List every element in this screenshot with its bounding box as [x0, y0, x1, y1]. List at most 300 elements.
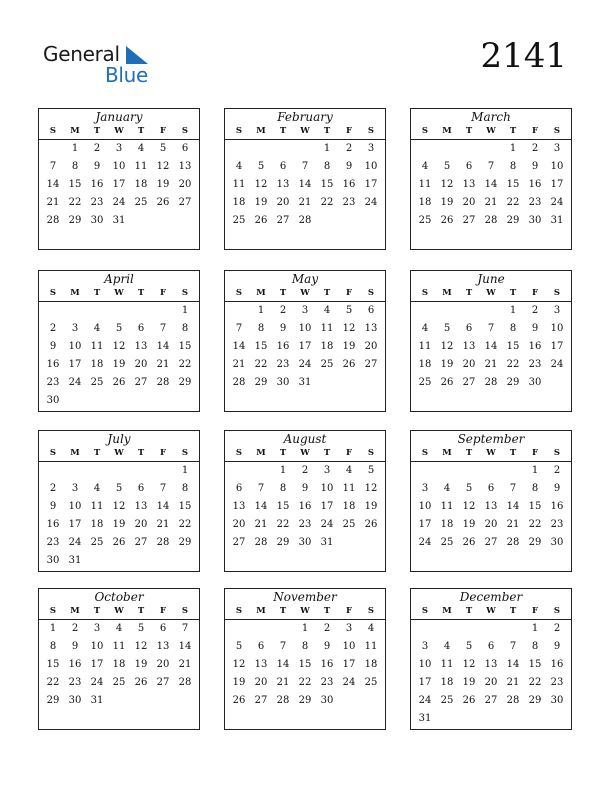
empty-day-cell [42, 140, 64, 158]
weekday-header: T [509, 606, 517, 616]
day-cell: 26 [134, 677, 148, 688]
month-title: February [277, 110, 333, 124]
day-cell: 9 [301, 483, 309, 494]
day-cell: 23 [276, 359, 290, 370]
day-cell: 14 [178, 641, 192, 652]
day-cell: 17 [418, 677, 432, 688]
day-cell: 5 [115, 323, 123, 334]
day-cell: 2 [345, 143, 353, 154]
empty-day-cell [480, 620, 502, 638]
day-cell: 19 [232, 677, 246, 688]
weekday-header: M [256, 126, 266, 136]
day-cell: 6 [487, 641, 495, 652]
day-cell: 2 [93, 143, 101, 154]
day-cell: 18 [232, 197, 246, 208]
day-cell: 6 [137, 483, 145, 494]
day-cell: 16 [276, 341, 290, 352]
day-cell: 19 [440, 197, 454, 208]
month-march [410, 108, 572, 250]
empty-day-cell [294, 140, 316, 158]
day-cell: 11 [440, 501, 454, 512]
weekday-header: S [421, 288, 429, 298]
day-cell: 26 [156, 197, 170, 208]
day-cell: 1 [301, 623, 309, 634]
day-cell: 11 [418, 341, 432, 352]
day-cell: 25 [364, 677, 378, 688]
day-cell: 24 [112, 197, 126, 208]
day-cell: 10 [68, 501, 82, 512]
day-cell: 18 [440, 519, 454, 530]
day-cell: 31 [90, 695, 104, 706]
empty-day-cell [228, 140, 250, 158]
empty-day-cell [42, 302, 64, 320]
day-cell: 10 [550, 161, 564, 172]
weekday-header-row [39, 605, 199, 620]
day-cell: 12 [462, 659, 476, 670]
empty-day-cell [108, 462, 130, 480]
day-cell: 25 [418, 215, 432, 226]
day-cell: 30 [528, 215, 542, 226]
weekday-header: S [181, 288, 189, 298]
day-cell: 16 [46, 519, 60, 530]
day-cell: 9 [323, 641, 331, 652]
year-title: 2141 [480, 36, 567, 76]
weekday-header: F [159, 606, 167, 616]
day-cell: 29 [506, 377, 520, 388]
weekday-header: T [279, 288, 287, 298]
weekday-header: W [114, 606, 124, 616]
empty-day-cell [250, 620, 272, 638]
day-cell: 21 [506, 519, 520, 530]
day-cell: 9 [49, 341, 57, 352]
day-cell: 20 [178, 179, 192, 190]
day-cell: 7 [487, 323, 495, 334]
month-title: September [457, 432, 525, 446]
day-cell: 12 [112, 501, 126, 512]
day-cell: 5 [257, 161, 265, 172]
weekday-header: S [181, 126, 189, 136]
day-cell: 3 [421, 641, 429, 652]
day-cell: 5 [159, 143, 167, 154]
day-cell: 6 [257, 641, 265, 652]
day-cell: 19 [134, 659, 148, 670]
day-cell: 12 [156, 161, 170, 172]
day-cell: 7 [487, 161, 495, 172]
day-cell: 1 [279, 465, 287, 476]
day-cell: 20 [134, 359, 148, 370]
empty-day-cell [152, 302, 174, 320]
empty-day-cell [480, 462, 502, 480]
day-cell: 7 [159, 483, 167, 494]
weekday-header: T [509, 448, 517, 458]
empty-day-cell [436, 140, 458, 158]
day-cell: 27 [134, 537, 148, 548]
weekday-header: F [159, 288, 167, 298]
weekday-header: F [531, 606, 539, 616]
day-cell: 8 [301, 641, 309, 652]
day-cell: 18 [418, 359, 432, 370]
day-cell: 20 [484, 519, 498, 530]
day-cell: 6 [367, 305, 375, 316]
day-cell: 4 [443, 483, 451, 494]
day-cell: 2 [49, 483, 57, 494]
day-cell: 8 [279, 483, 287, 494]
weekday-header: W [300, 288, 310, 298]
weekday-header: T [323, 448, 331, 458]
day-cell: 6 [465, 323, 473, 334]
day-cell: 31 [320, 537, 334, 548]
day-cell: 4 [367, 623, 375, 634]
day-cell: 5 [465, 483, 473, 494]
day-cell: 16 [90, 179, 104, 190]
day-cell: 8 [49, 641, 57, 652]
day-cell: 12 [364, 483, 378, 494]
day-cell: 28 [506, 695, 520, 706]
empty-day-cell [272, 140, 294, 158]
day-cell: 6 [279, 161, 287, 172]
day-cell: 5 [235, 641, 243, 652]
day-cell: 22 [320, 197, 334, 208]
day-cell: 25 [440, 537, 454, 548]
day-cell: 13 [232, 501, 246, 512]
empty-day-cell [228, 462, 250, 480]
day-cell: 9 [531, 161, 539, 172]
day-cell: 2 [301, 465, 309, 476]
weekday-header: S [235, 448, 243, 458]
day-cell: 19 [462, 519, 476, 530]
day-cell: 9 [279, 323, 287, 334]
day-cell: 26 [462, 537, 476, 548]
day-cell: 10 [418, 501, 432, 512]
weekday-header-row [39, 447, 199, 462]
day-cell: 9 [345, 161, 353, 172]
month-title: January [95, 110, 143, 124]
weekday-header: W [486, 126, 496, 136]
day-cell: 9 [49, 501, 57, 512]
day-cell: 20 [364, 341, 378, 352]
weekday-header: M [442, 448, 452, 458]
day-cell: 31 [112, 215, 126, 226]
day-cell: 16 [46, 359, 60, 370]
day-cell: 13 [462, 179, 476, 190]
empty-day-cell [480, 140, 502, 158]
day-cell: 12 [440, 341, 454, 352]
weekday-header: M [70, 448, 80, 458]
day-cell: 1 [181, 305, 189, 316]
month-title: June [477, 272, 505, 286]
day-cell: 23 [342, 197, 356, 208]
day-cell: 25 [440, 695, 454, 706]
day-cell: 21 [484, 197, 498, 208]
day-cell: 22 [68, 197, 82, 208]
day-cell: 31 [550, 215, 564, 226]
day-grid [411, 302, 571, 392]
month-title: July [107, 432, 131, 446]
day-grid [411, 462, 571, 552]
day-cell: 12 [254, 179, 268, 190]
day-cell: 12 [112, 341, 126, 352]
day-cell: 20 [156, 659, 170, 670]
day-cell: 15 [506, 341, 520, 352]
day-cell: 14 [156, 501, 170, 512]
day-cell: 23 [550, 677, 564, 688]
day-cell: 14 [46, 179, 60, 190]
weekday-header: S [235, 126, 243, 136]
day-cell: 18 [134, 179, 148, 190]
day-cell: 23 [90, 197, 104, 208]
day-cell: 25 [90, 377, 104, 388]
day-cell: 17 [418, 519, 432, 530]
day-cell: 30 [298, 537, 312, 548]
day-cell: 30 [90, 215, 104, 226]
day-grid [225, 140, 385, 230]
day-cell: 14 [298, 179, 312, 190]
day-cell: 30 [46, 555, 60, 566]
day-cell: 26 [112, 537, 126, 548]
day-cell: 17 [112, 179, 126, 190]
day-cell: 3 [115, 143, 123, 154]
day-cell: 29 [528, 537, 542, 548]
weekday-header: T [465, 288, 473, 298]
day-cell: 28 [232, 377, 246, 388]
day-grid [411, 140, 571, 230]
empty-day-cell [458, 140, 480, 158]
empty-day-cell [414, 302, 436, 320]
day-cell: 8 [71, 161, 79, 172]
weekday-header: W [300, 606, 310, 616]
month-title: May [291, 272, 319, 286]
day-cell: 11 [134, 161, 148, 172]
weekday-header: S [421, 606, 429, 616]
day-cell: 1 [323, 143, 331, 154]
day-cell: 16 [550, 659, 564, 670]
weekday-header: T [93, 448, 101, 458]
day-cell: 27 [276, 215, 290, 226]
day-cell: 2 [553, 465, 561, 476]
day-cell: 18 [342, 501, 356, 512]
day-grid [39, 620, 199, 710]
day-cell: 28 [156, 537, 170, 548]
day-cell: 20 [232, 519, 246, 530]
day-cell: 27 [178, 197, 192, 208]
day-cell: 12 [342, 323, 356, 334]
weekday-header: S [553, 448, 561, 458]
weekday-header: S [49, 288, 57, 298]
empty-day-cell [152, 462, 174, 480]
day-cell: 18 [90, 359, 104, 370]
month-may [224, 270, 386, 412]
day-cell: 23 [320, 677, 334, 688]
month-title: November [273, 590, 337, 604]
weekday-header: S [553, 606, 561, 616]
weekday-header-row [411, 605, 571, 620]
day-cell: 13 [134, 501, 148, 512]
day-cell: 31 [298, 377, 312, 388]
day-cell: 9 [71, 641, 79, 652]
day-cell: 9 [553, 483, 561, 494]
day-cell: 27 [156, 677, 170, 688]
day-cell: 15 [320, 179, 334, 190]
empty-day-cell [414, 140, 436, 158]
day-cell: 17 [320, 501, 334, 512]
weekday-header: T [465, 126, 473, 136]
day-cell: 13 [156, 641, 170, 652]
day-cell: 19 [156, 179, 170, 190]
day-cell: 12 [440, 179, 454, 190]
day-cell: 8 [181, 483, 189, 494]
day-cell: 6 [137, 323, 145, 334]
weekday-header: F [345, 288, 353, 298]
day-cell: 3 [553, 305, 561, 316]
weekday-header: S [421, 126, 429, 136]
weekday-header: W [114, 288, 124, 298]
day-cell: 7 [509, 641, 517, 652]
day-cell: 10 [68, 341, 82, 352]
weekday-header: W [486, 448, 496, 458]
day-cell: 15 [254, 341, 268, 352]
day-cell: 19 [440, 359, 454, 370]
day-cell: 14 [484, 341, 498, 352]
day-cell: 16 [68, 659, 82, 670]
day-cell: 28 [298, 215, 312, 226]
empty-day-cell [130, 462, 152, 480]
empty-day-cell [480, 302, 502, 320]
day-cell: 22 [506, 197, 520, 208]
day-cell: 6 [159, 623, 167, 634]
day-cell: 3 [301, 305, 309, 316]
day-cell: 17 [68, 519, 82, 530]
day-cell: 21 [276, 677, 290, 688]
day-cell: 1 [49, 623, 57, 634]
weekday-header: T [93, 288, 101, 298]
day-cell: 13 [462, 341, 476, 352]
weekday-header: F [531, 126, 539, 136]
day-cell: 22 [506, 359, 520, 370]
month-title: August [283, 432, 327, 446]
day-cell: 24 [68, 537, 82, 548]
day-cell: 29 [68, 215, 82, 226]
day-cell: 25 [232, 215, 246, 226]
day-cell: 14 [506, 659, 520, 670]
weekday-header-row [225, 605, 385, 620]
day-cell: 10 [418, 659, 432, 670]
day-cell: 16 [342, 179, 356, 190]
day-cell: 20 [462, 359, 476, 370]
day-cell: 11 [364, 641, 378, 652]
weekday-header: W [114, 126, 124, 136]
day-cell: 1 [71, 143, 79, 154]
weekday-header: T [509, 288, 517, 298]
weekday-header: T [323, 126, 331, 136]
day-cell: 16 [298, 501, 312, 512]
empty-day-cell [502, 620, 524, 638]
day-cell: 4 [235, 161, 243, 172]
month-april [38, 270, 200, 412]
weekday-header: M [70, 126, 80, 136]
day-grid [39, 462, 199, 570]
day-grid [225, 620, 385, 710]
day-cell: 3 [345, 623, 353, 634]
day-cell: 6 [235, 483, 243, 494]
day-cell: 29 [178, 377, 192, 388]
day-cell: 23 [46, 377, 60, 388]
weekday-header: T [137, 126, 145, 136]
day-cell: 30 [528, 377, 542, 388]
weekday-header: F [345, 126, 353, 136]
weekday-header: M [256, 448, 266, 458]
empty-day-cell [414, 462, 436, 480]
day-cell: 21 [232, 359, 246, 370]
day-cell: 13 [178, 161, 192, 172]
weekday-header: T [465, 606, 473, 616]
day-cell: 5 [367, 465, 375, 476]
day-cell: 28 [506, 537, 520, 548]
day-grid [225, 462, 385, 552]
empty-day-cell [228, 302, 250, 320]
day-cell: 19 [364, 501, 378, 512]
day-cell: 2 [323, 623, 331, 634]
day-cell: 30 [276, 377, 290, 388]
day-cell: 1 [509, 143, 517, 154]
day-cell: 19 [254, 197, 268, 208]
day-cell: 30 [320, 695, 334, 706]
weekday-header: F [531, 288, 539, 298]
day-cell: 6 [487, 483, 495, 494]
day-cell: 13 [254, 659, 268, 670]
day-cell: 3 [553, 143, 561, 154]
day-cell: 10 [90, 641, 104, 652]
day-cell: 12 [134, 641, 148, 652]
month-august [224, 430, 386, 572]
weekday-header: S [367, 448, 375, 458]
day-cell: 22 [528, 519, 542, 530]
weekday-header: M [442, 126, 452, 136]
day-cell: 19 [112, 359, 126, 370]
weekday-header-row [411, 287, 571, 302]
day-cell: 1 [257, 305, 265, 316]
day-cell: 10 [112, 161, 126, 172]
weekday-header: S [367, 606, 375, 616]
day-cell: 21 [484, 359, 498, 370]
empty-day-cell [458, 302, 480, 320]
day-cell: 21 [46, 197, 60, 208]
day-cell: 31 [68, 555, 82, 566]
day-cell: 15 [528, 501, 542, 512]
weekday-header-row [225, 125, 385, 140]
day-cell: 17 [90, 659, 104, 670]
day-cell: 25 [90, 537, 104, 548]
logo-triangle-icon [126, 46, 148, 64]
day-cell: 19 [112, 519, 126, 530]
day-cell: 26 [462, 695, 476, 706]
day-cell: 24 [418, 695, 432, 706]
day-cell: 17 [68, 359, 82, 370]
empty-day-cell [86, 462, 108, 480]
weekday-header: S [49, 448, 57, 458]
day-cell: 28 [254, 537, 268, 548]
day-cell: 22 [528, 677, 542, 688]
day-cell: 11 [342, 483, 356, 494]
day-cell: 28 [484, 377, 498, 388]
empty-day-cell [436, 302, 458, 320]
day-cell: 21 [254, 519, 268, 530]
day-cell: 12 [232, 659, 246, 670]
day-cell: 29 [276, 537, 290, 548]
weekday-header: S [553, 288, 561, 298]
day-cell: 18 [364, 659, 378, 670]
day-cell: 14 [506, 501, 520, 512]
weekday-header: S [367, 126, 375, 136]
